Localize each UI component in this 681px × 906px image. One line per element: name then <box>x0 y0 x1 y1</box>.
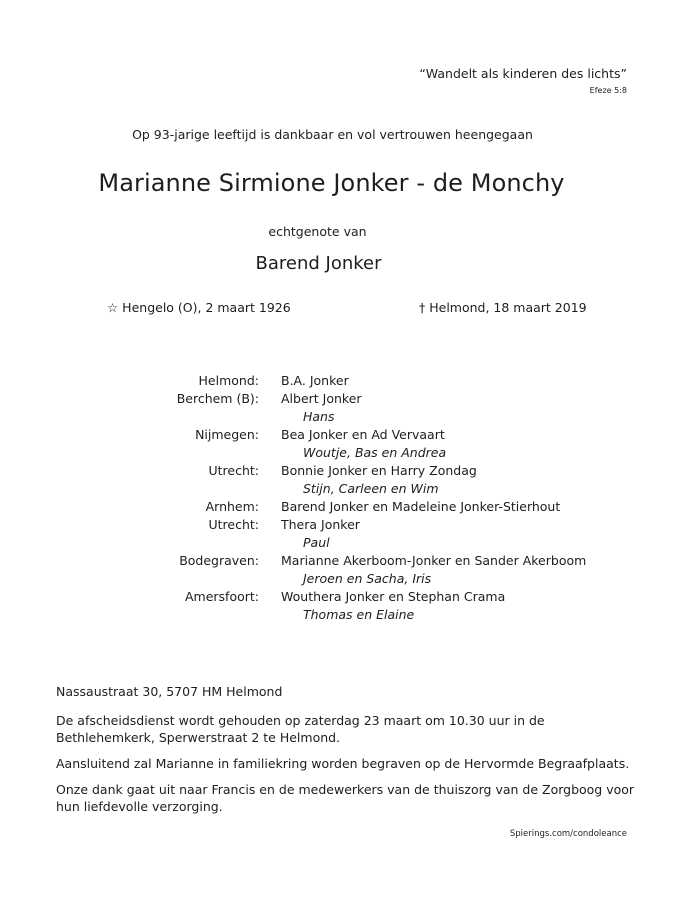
family-row <box>0 390 681 408</box>
family-names: Marianne Akerboom-Jonker en Sander Akerboom <box>281 553 587 568</box>
family-children: Hans <box>303 409 335 424</box>
family-row <box>0 372 681 390</box>
burial-info: Aansluitend zal Marianne in familiekring worden begraven op de Hervormde Begraafplaats. <box>56 756 630 771</box>
family-list <box>0 372 681 624</box>
family-place: Utrecht: <box>208 517 259 532</box>
birth-info: ☆ Hengelo (O), 2 maart 1926 <box>107 300 291 315</box>
relation-text: echtgenote van <box>268 224 367 239</box>
family-children: Stijn, Carleen en Wim <box>303 481 439 496</box>
family-children: Woutje, Bas en Andrea <box>303 445 447 460</box>
family-place: Amersfoort: <box>184 589 259 604</box>
family-names: B.A. Jonker <box>281 373 349 388</box>
family-children: Jeroen en Sacha, Iris <box>303 571 432 586</box>
family-names: Thera Jonker <box>281 517 360 532</box>
family-row <box>0 588 681 606</box>
deceased-name: Marianne Sirmione Jonker - de Monchy <box>98 169 565 197</box>
family-place: Nijmegen: <box>195 427 259 442</box>
family-place: Arnhem: <box>205 499 259 514</box>
family-row <box>0 516 681 534</box>
family-names: Barend Jonker en Madeleine Jonker-Stierhout <box>281 499 561 514</box>
family-names: Wouthera Jonker en Stephan Crama <box>281 589 506 604</box>
family-names: Bea Jonker en Ad Vervaart <box>281 427 445 442</box>
family-place: Helmond: <box>198 373 259 388</box>
family-children-row <box>0 570 681 588</box>
spouse-name: Barend Jonker <box>255 253 382 274</box>
thanks-text: Onze dank gaat uit naar Francis en de medewerkers van de thuiszorg van de Zorgboog voor hun liefdevolle verzorging. <box>56 782 635 814</box>
intro-text: Op 93-jarige leeftijd is dankbaar en vol vertrouwen heengegaan <box>132 127 533 142</box>
condolence-website: Spierings.com/condoleance <box>509 829 627 839</box>
bible-quote: “Wandelt als kinderen des lichts” <box>419 66 627 81</box>
family-names: Albert Jonker <box>281 391 362 406</box>
death-info: † Helmond, 18 maart 2019 <box>419 300 587 315</box>
family-children-row <box>0 606 681 624</box>
home-address: Nassaustraat 30, 5707 HM Helmond <box>56 684 283 699</box>
family-row <box>0 552 681 570</box>
family-children: Thomas en Elaine <box>303 607 415 622</box>
family-children-row <box>0 534 681 552</box>
family-row <box>0 462 681 480</box>
family-place: Berchem (B): <box>176 391 259 406</box>
family-place: Bodegraven: <box>179 553 259 568</box>
family-children-row <box>0 444 681 462</box>
family-row <box>0 426 681 444</box>
service-info: De afscheidsdienst wordt gehouden op zaterdag 23 maart om 10.30 uur in de Bethlehemkerk, Sperwerstraat 2 te Helmond. <box>56 713 545 745</box>
family-children: Paul <box>303 535 330 550</box>
family-children-row <box>0 408 681 426</box>
family-place: Utrecht: <box>208 463 259 478</box>
family-row <box>0 498 681 516</box>
bible-reference: Efeze 5:8 <box>589 86 627 95</box>
family-children-row <box>0 480 681 498</box>
family-names: Bonnie Jonker en Harry Zondag <box>281 463 477 478</box>
